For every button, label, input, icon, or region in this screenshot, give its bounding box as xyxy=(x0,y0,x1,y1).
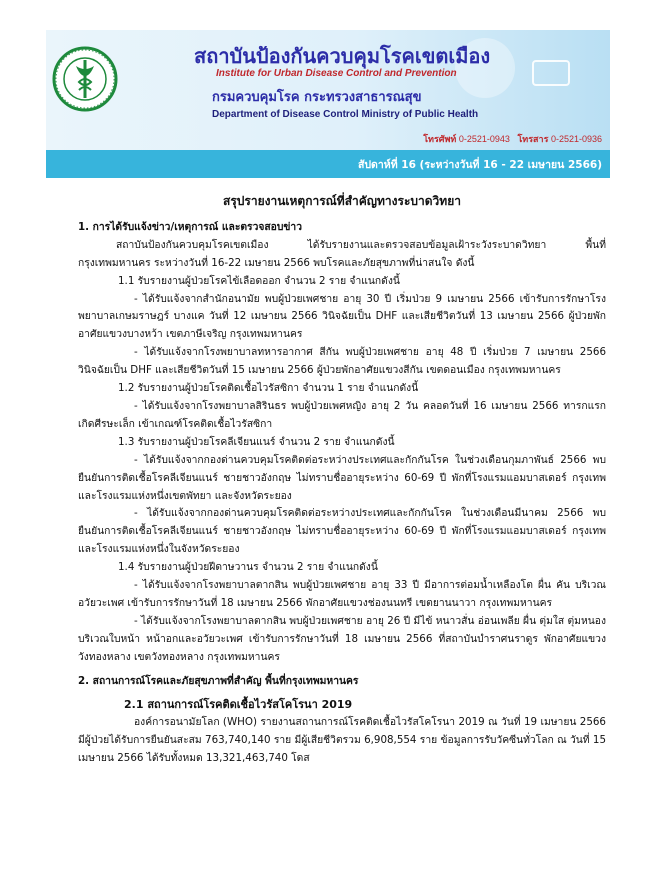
institute-name-english: Institute for Urban Disease Control and Prevention xyxy=(216,68,457,79)
subsection-1-1: 1.1 รับรายงานผู้ป่วยโรคไข้เลือดออก จำนวน 2 ราย จำแนกดังนี้ xyxy=(118,274,400,287)
subsection-2-1-text: องค์การอนามัยโลก (WHO) รายงานสถานการณ์โรคติดเชื้อไวรัสโคโรนา 2019 ณ วันที่ 19 เมษายน 2566 มีผู้ป่วยได้รับการยืนยันสะสม 763,740,140 ราย มีผู้เสียชีวิตรวม 6,908,554 ราย ข้อมูลการรับวัคซีนทั่วโลก ณ วันที่ 15 เมษายน 2566 ได้รับทั้งหมด 13,321,463,740 โดส xyxy=(78,716,606,765)
subsection-1-2-item-a: - ได้รับแจ้งจากโรงพยาบาลสิรินธร พบผู้ป่วยเพศหญิง อายุ 2 วัน คลอดวันที่ 16 เมษายน 2566 ทารกแรกเกิดศีรษะเล็ก เข้าเกณฑ์โรคติดเชื้อไวรัสซิกา xyxy=(78,399,606,430)
phone-label: โทรศัพท์ xyxy=(423,134,457,144)
week-bar xyxy=(46,150,610,178)
fax-number: 0-2521-0936 xyxy=(550,134,602,144)
subsection-1-4-item-a: - ได้รับแจ้งจากโรงพยาบาลตากสิน พบผู้ป่วยเพศชาย อายุ 33 ปี มีอาการต่อมน้ำเหลืองโต ผื่น คัน บริเวณอวัยวะเพศ เข้ารับการรักษาวันที่ 18 เมษายน 2566 พักอาศัยแขวงช่องนนทรี เขตยานนาวา กรุงเทพมหานคร xyxy=(78,579,606,609)
subsection-1-2: 1.2 รับรายงานผู้ป่วยโรคติดเชื้อไวรัสซิกา จำนวน 1 ราย จำแนกดังนี้ xyxy=(118,382,419,395)
contact-line xyxy=(423,132,602,146)
subsection-1-3-item-b: - ได้รับแจ้งจากกองด่านควบคุมโรคติดต่อระหว่างประเทศและกักกันโรค ในช่วงเดือนมีนาคม 2566 พบยืนยันการติดเชื้อโรคลีเจียนแนร์ ชายชาวอังกฤษ ไม่ทราบชื่ออายุระหว่าง 60-69 ปี พักที่โรงแรมแอมบาสเดอร์ กรุงเทพ และโรงแรมแห่งหนึ่งในจังหวัดระยอง xyxy=(78,507,606,556)
department-name-english: Department of Disease Control Ministry of Public Health xyxy=(212,109,479,120)
section-1-intro: สถาบันป้องกันควบคุมโรคเขตเมือง ได้รับรายงานและตรวจสอบข้อมูลเฝ้าระวังระบาดวิทยา พื้นที่กรุงเทพมหานคร ระหว่างวันที่ 16-22 เมษายน 2566 พบโรคและภัยสุขภาพที่น่าสนใจ ดังนี้ xyxy=(78,238,606,269)
subsection-1-1-item-b: - ได้รับแจ้งจากโรงพยาบาลทหารอากาศ สีกัน พบผู้ป่วยเพศชาย อายุ 48 ปี เริ่มป่วย 7 เมษายน 2566 วินิจฉัยเป็น DHF และเสียชีวิตวันที่ 15 เมษายน 2566 ผู้ป่วยพักอาศัยแขวงสีกัน เขตดอนเมือง กรุงเทพมหานคร xyxy=(78,346,606,377)
subsection-1-3-item-a: - ได้รับแจ้งจากกองด่านควบคุมโรคติดต่อระหว่างประเทศและกักกันโรค ในช่วงเดือนกุมภาพันธ์ 2566 พบยืนยันการติดเชื้อโรคลีเจียนแนร์ ชายชาวอังกฤษ ไม่ทราบชื่ออายุระหว่าง 60-69 ปี พักที่โรงแรมแอมบาสเดอร์ กรุงเทพ และโรงแรมแห่งหนึ่งเขตพัทยา และจังหวัดระยอง xyxy=(78,453,606,502)
subsection-1-3: 1.3 รับรายงานผู้ป่วยโรคลีเจียนแนร์ จำนวน 2 ราย จำแนกดังนี้ xyxy=(118,435,395,448)
report-title: สรุปรายงานเหตุการณ์ที่สำคัญทางระบาดวิทยา xyxy=(223,194,461,208)
subsection-1-4: 1.4 รับรายงานผู้ป่วยฝีดาษวานร จำนวน 2 ราย จำแนกดังนี้ xyxy=(118,561,378,574)
institute-name-thai: สถาบันป้องกันควบคุมโรคเขตเมือง xyxy=(194,44,491,68)
report-body xyxy=(78,193,606,768)
subsection-1-1-item-a: - ได้รับแจ้งจากสำนักอนามัย พบผู้ป่วยเพศชาย อายุ 30 ปี เริ่มป่วย 9 เมษายน 2566 เข้ารับการรักษาโรงพยาบาลเกษมราษฎร์ บางแค วันที่ 12 เมษายน 2566 วินิจฉัยเป็น DHF และเสียชีวิตวันที่ 13 เมษายน 2566 ผู้ป่วยพักอาศัยแขวงบางหว้า เขตภาษีเจริญ กรุงเทพมหานคร xyxy=(78,292,606,341)
department-name-thai: กรมควบคุมโรค กระทรวงสาธารณสุข xyxy=(212,90,422,105)
section-1-heading: 1. การได้รับแจ้งข่าว/เหตุการณ์ และตรวจสอบข่าว xyxy=(78,220,302,233)
fax-label: โทรสาร xyxy=(517,134,549,144)
phone-number: 0-2521-0943 xyxy=(458,134,510,144)
subsection-1-4-item-b: - ได้รับแจ้งจากโรงพยาบาลตากสิน พบผู้ป่วยเพศชาย อายุ 26 ปี มีไข้ หนาวสั่น อ่อนเพลีย ผื่น ตุ่มใส ตุ่มหนอง บริเวณใบหน้า หน้าอกและอวัยวะเพศ เข้ารับการรักษาวันที่ 18 เมษายน 2566 ที่สถาบันบำราศนราดูร พักอาศัยแขวงวังทองหลาง เขตวังทองหลาง กรุงเทพมหานคร xyxy=(78,614,606,663)
header-banner xyxy=(46,30,610,150)
section-2-heading: 2. สถานการณ์โรคและภัยสุขภาพที่สำคัญ พื้นที่กรุงเทพมหานคร xyxy=(78,674,359,687)
ministry-seal-logo xyxy=(52,34,118,124)
week-range: สัปดาห์ที่ 16 (ระหว่างวันที่ 16 - 22 เมษายน 2566) xyxy=(357,159,602,171)
subsection-2-1: 2.1 สถานการณ์โรคติดเชื้อไวรัสโคโรนา 2019 xyxy=(124,698,353,712)
banner-decoration-icon xyxy=(532,60,570,86)
